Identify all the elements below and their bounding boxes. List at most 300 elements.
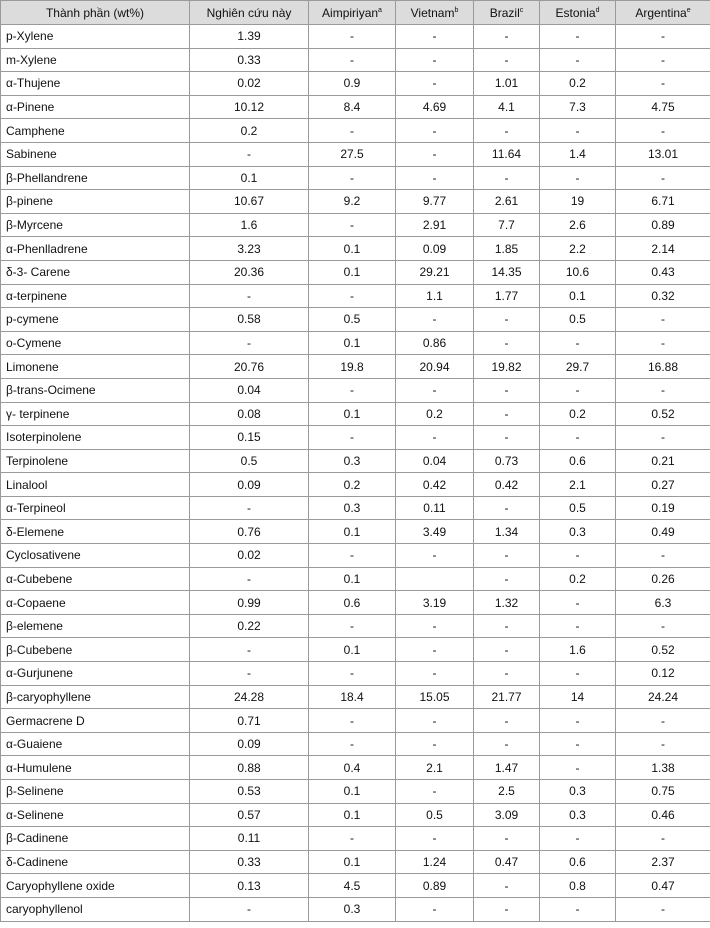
vietnam-value-cell: 1.1 xyxy=(396,284,474,308)
component-name-cell: p-Xylene xyxy=(1,25,190,49)
vietnam-value-cell: 3.19 xyxy=(396,591,474,615)
this-study-value-cell: 0.71 xyxy=(190,709,309,733)
brazil-value-cell: - xyxy=(474,402,540,426)
this-study-value-cell: 0.58 xyxy=(190,308,309,332)
component-name-cell: Camphene xyxy=(1,119,190,143)
table-row xyxy=(1,237,710,261)
brazil-value-cell: 0.73 xyxy=(474,449,540,473)
table-row xyxy=(1,190,710,214)
table-row xyxy=(1,426,710,450)
table-row xyxy=(1,874,710,898)
this-study-value-cell: 0.02 xyxy=(190,544,309,568)
this-study-value-cell: 0.02 xyxy=(190,72,309,96)
brazil-value-cell: 1.01 xyxy=(474,72,540,96)
table-row xyxy=(1,897,710,921)
table-row xyxy=(1,544,710,568)
estonia-value-cell: - xyxy=(540,591,616,615)
this-study-value-cell: 0.15 xyxy=(190,426,309,450)
this-study-value-cell: 0.5 xyxy=(190,449,309,473)
this-study-value-cell: 0.09 xyxy=(190,473,309,497)
component-name-cell: β-Phellandrene xyxy=(1,166,190,190)
brazil-value-cell: 1.85 xyxy=(474,237,540,261)
estonia-value-cell: 0.6 xyxy=(540,850,616,874)
table-row xyxy=(1,142,710,166)
table-row xyxy=(1,756,710,780)
estonia-value-cell: 2.6 xyxy=(540,213,616,237)
estonia-value-cell: 0.6 xyxy=(540,449,616,473)
table-row xyxy=(1,331,710,355)
argentina-value-cell: 13.01 xyxy=(616,142,710,166)
this-study-value-cell: 0.33 xyxy=(190,850,309,874)
component-name-cell: α-Pinene xyxy=(1,95,190,119)
component-name-cell: m-Xylene xyxy=(1,48,190,72)
brazil-value-cell: - xyxy=(474,308,540,332)
component-name-cell: β-elemene xyxy=(1,614,190,638)
aimpiriyan-value-cell: 9.2 xyxy=(309,190,396,214)
table-row xyxy=(1,567,710,591)
this-study-value-cell: - xyxy=(190,331,309,355)
brazil-value-cell: - xyxy=(474,638,540,662)
component-name-cell: β-trans-Ocimene xyxy=(1,378,190,402)
brazil-value-cell: 1.32 xyxy=(474,591,540,615)
argentina-value-cell: 0.12 xyxy=(616,662,710,686)
aimpiriyan-value-cell: 0.1 xyxy=(309,520,396,544)
table-body xyxy=(1,25,710,922)
estonia-value-cell: - xyxy=(540,827,616,851)
table-row xyxy=(1,662,710,686)
component-name-cell: o-Cymene xyxy=(1,331,190,355)
vietnam-value-cell: - xyxy=(396,308,474,332)
argentina-value-cell: 0.26 xyxy=(616,567,710,591)
this-study-value-cell: 0.13 xyxy=(190,874,309,898)
component-name-cell: β-Selinene xyxy=(1,780,190,804)
component-name-cell: α-Guaiene xyxy=(1,732,190,756)
component-name-cell: δ-3- Carene xyxy=(1,260,190,284)
argentina-value-cell: - xyxy=(616,72,710,96)
argentina-value-cell: - xyxy=(616,897,710,921)
brazil-value-cell: 1.77 xyxy=(474,284,540,308)
component-name-cell: Germacrene D xyxy=(1,709,190,733)
estonia-value-cell: 7.3 xyxy=(540,95,616,119)
vietnam-value-cell: 1.24 xyxy=(396,850,474,874)
header-this-study: Nghiên cứu này xyxy=(190,1,309,25)
this-study-value-cell: 0.08 xyxy=(190,402,309,426)
vietnam-value-cell: 4.69 xyxy=(396,95,474,119)
estonia-value-cell: 2.2 xyxy=(540,237,616,261)
argentina-value-cell: 0.43 xyxy=(616,260,710,284)
vietnam-value-cell: - xyxy=(396,662,474,686)
argentina-value-cell: 0.21 xyxy=(616,449,710,473)
vietnam-value-cell: 0.89 xyxy=(396,874,474,898)
this-study-value-cell: - xyxy=(190,897,309,921)
brazil-value-cell: 2.5 xyxy=(474,780,540,804)
argentina-value-cell: - xyxy=(616,25,710,49)
argentina-value-cell: 6.71 xyxy=(616,190,710,214)
brazil-value-cell: - xyxy=(474,662,540,686)
estonia-value-cell: 29.7 xyxy=(540,355,616,379)
vietnam-value-cell: - xyxy=(396,119,474,143)
argentina-value-cell: 0.52 xyxy=(616,402,710,426)
brazil-value-cell: - xyxy=(474,544,540,568)
estonia-value-cell: 0.8 xyxy=(540,874,616,898)
component-name-cell: Linalool xyxy=(1,473,190,497)
brazil-value-cell: - xyxy=(474,614,540,638)
table-row xyxy=(1,119,710,143)
aimpiriyan-value-cell: 19.8 xyxy=(309,355,396,379)
brazil-value-cell: 0.47 xyxy=(474,850,540,874)
vietnam-value-cell: - xyxy=(396,25,474,49)
this-study-value-cell: 0.04 xyxy=(190,378,309,402)
brazil-value-cell: - xyxy=(474,874,540,898)
brazil-value-cell: 4.1 xyxy=(474,95,540,119)
this-study-value-cell: 0.33 xyxy=(190,48,309,72)
this-study-value-cell: - xyxy=(190,284,309,308)
aimpiriyan-value-cell: - xyxy=(309,544,396,568)
aimpiriyan-value-cell: - xyxy=(309,426,396,450)
table-row xyxy=(1,48,710,72)
component-name-cell: β-pinene xyxy=(1,190,190,214)
brazil-value-cell: 1.34 xyxy=(474,520,540,544)
aimpiriyan-value-cell: - xyxy=(309,213,396,237)
aimpiriyan-value-cell: - xyxy=(309,166,396,190)
aimpiriyan-value-cell: 8.4 xyxy=(309,95,396,119)
table-row xyxy=(1,496,710,520)
vietnam-value-cell: - xyxy=(396,142,474,166)
this-study-value-cell: 0.76 xyxy=(190,520,309,544)
aimpiriyan-value-cell: 4.5 xyxy=(309,874,396,898)
argentina-value-cell: 2.14 xyxy=(616,237,710,261)
argentina-value-cell: - xyxy=(616,732,710,756)
vietnam-value-cell: 2.91 xyxy=(396,213,474,237)
brazil-value-cell: 21.77 xyxy=(474,685,540,709)
component-name-cell: β-Myrcene xyxy=(1,213,190,237)
component-name-cell: α-Selinene xyxy=(1,803,190,827)
aimpiriyan-value-cell: 0.3 xyxy=(309,496,396,520)
table-row xyxy=(1,638,710,662)
vietnam-value-cell: 9.77 xyxy=(396,190,474,214)
this-study-value-cell: 10.12 xyxy=(190,95,309,119)
table-row xyxy=(1,95,710,119)
table-row xyxy=(1,732,710,756)
estonia-value-cell: - xyxy=(540,426,616,450)
header-component: Thành phần (wt%) xyxy=(1,1,190,25)
vietnam-value-cell xyxy=(396,567,474,591)
vietnam-value-cell: 0.2 xyxy=(396,402,474,426)
aimpiriyan-value-cell: 18.4 xyxy=(309,685,396,709)
estonia-value-cell: - xyxy=(540,378,616,402)
table-row xyxy=(1,850,710,874)
argentina-value-cell: 0.47 xyxy=(616,874,710,898)
component-name-cell: α-terpinene xyxy=(1,284,190,308)
estonia-value-cell: - xyxy=(540,662,616,686)
estonia-value-cell: - xyxy=(540,119,616,143)
this-study-value-cell: 20.36 xyxy=(190,260,309,284)
aimpiriyan-value-cell: - xyxy=(309,614,396,638)
estonia-value-cell: 0.5 xyxy=(540,308,616,332)
estonia-value-cell: 0.3 xyxy=(540,520,616,544)
table-row xyxy=(1,213,710,237)
table-header-row xyxy=(1,1,710,25)
this-study-value-cell: 1.6 xyxy=(190,213,309,237)
this-study-value-cell: 0.11 xyxy=(190,827,309,851)
argentina-value-cell: - xyxy=(616,709,710,733)
this-study-value-cell: 20.76 xyxy=(190,355,309,379)
this-study-value-cell: - xyxy=(190,662,309,686)
vietnam-value-cell: - xyxy=(396,426,474,450)
this-study-value-cell: 3.23 xyxy=(190,237,309,261)
component-name-cell: α-Gurjunene xyxy=(1,662,190,686)
this-study-value-cell: 0.09 xyxy=(190,732,309,756)
aimpiriyan-value-cell: 0.3 xyxy=(309,449,396,473)
argentina-value-cell: - xyxy=(616,827,710,851)
estonia-value-cell: - xyxy=(540,48,616,72)
brazil-value-cell: - xyxy=(474,496,540,520)
aimpiriyan-value-cell: - xyxy=(309,25,396,49)
vietnam-value-cell: 20.94 xyxy=(396,355,474,379)
argentina-value-cell: - xyxy=(616,308,710,332)
vietnam-value-cell: - xyxy=(396,638,474,662)
aimpiriyan-value-cell: 0.4 xyxy=(309,756,396,780)
estonia-value-cell: 0.1 xyxy=(540,284,616,308)
aimpiriyan-value-cell: 0.1 xyxy=(309,780,396,804)
aimpiriyan-value-cell: - xyxy=(309,827,396,851)
vietnam-value-cell: 0.04 xyxy=(396,449,474,473)
this-study-value-cell: 24.28 xyxy=(190,685,309,709)
brazil-value-cell: - xyxy=(474,48,540,72)
brazil-value-cell: - xyxy=(474,827,540,851)
argentina-value-cell: 24.24 xyxy=(616,685,710,709)
component-name-cell: Cyclosativene xyxy=(1,544,190,568)
brazil-value-cell: 1.47 xyxy=(474,756,540,780)
header-argentina: Argentina$^e$ xyxy=(616,1,710,25)
brazil-value-cell: - xyxy=(474,25,540,49)
table-row xyxy=(1,284,710,308)
vietnam-value-cell: - xyxy=(396,780,474,804)
brazil-value-cell: - xyxy=(474,378,540,402)
vietnam-value-cell: - xyxy=(396,732,474,756)
header-estonia: Estonia$^d$ xyxy=(540,1,616,25)
estonia-value-cell: - xyxy=(540,614,616,638)
table-row xyxy=(1,378,710,402)
aimpiriyan-value-cell: 0.3 xyxy=(309,897,396,921)
component-name-cell: γ- terpinene xyxy=(1,402,190,426)
estonia-value-cell: 0.3 xyxy=(540,780,616,804)
brazil-value-cell: 19.82 xyxy=(474,355,540,379)
this-study-value-cell: 0.99 xyxy=(190,591,309,615)
estonia-value-cell: - xyxy=(540,544,616,568)
aimpiriyan-value-cell: 0.1 xyxy=(309,331,396,355)
argentina-value-cell: - xyxy=(616,48,710,72)
header-vietnam: Vietnam$^b$ xyxy=(396,1,474,25)
brazil-value-cell: - xyxy=(474,166,540,190)
argentina-value-cell: 0.89 xyxy=(616,213,710,237)
estonia-value-cell: 14 xyxy=(540,685,616,709)
table-row xyxy=(1,591,710,615)
table-row xyxy=(1,614,710,638)
aimpiriyan-value-cell: 0.1 xyxy=(309,638,396,662)
aimpiriyan-value-cell: - xyxy=(309,284,396,308)
estonia-value-cell: - xyxy=(540,756,616,780)
argentina-value-cell: - xyxy=(616,119,710,143)
table-row xyxy=(1,449,710,473)
argentina-value-cell: 0.32 xyxy=(616,284,710,308)
estonia-value-cell: - xyxy=(540,732,616,756)
vietnam-value-cell: 15.05 xyxy=(396,685,474,709)
brazil-value-cell: 14.35 xyxy=(474,260,540,284)
vietnam-value-cell: - xyxy=(396,897,474,921)
brazil-value-cell: - xyxy=(474,426,540,450)
argentina-value-cell: - xyxy=(616,331,710,355)
component-name-cell: p-cymene xyxy=(1,308,190,332)
component-name-cell: α-Thujene xyxy=(1,72,190,96)
aimpiriyan-value-cell: - xyxy=(309,119,396,143)
this-study-value-cell: 0.22 xyxy=(190,614,309,638)
vietnam-value-cell: 3.49 xyxy=(396,520,474,544)
vietnam-value-cell: 2.1 xyxy=(396,756,474,780)
brazil-value-cell: 0.42 xyxy=(474,473,540,497)
vietnam-value-cell: - xyxy=(396,48,474,72)
table-row xyxy=(1,402,710,426)
component-name-cell: β-Cadinene xyxy=(1,827,190,851)
aimpiriyan-value-cell: 0.1 xyxy=(309,237,396,261)
estonia-value-cell: 0.2 xyxy=(540,567,616,591)
vietnam-value-cell: 0.5 xyxy=(396,803,474,827)
component-name-cell: α-Terpineol xyxy=(1,496,190,520)
vietnam-value-cell: - xyxy=(396,544,474,568)
this-study-value-cell: - xyxy=(190,496,309,520)
vietnam-value-cell: - xyxy=(396,72,474,96)
aimpiriyan-value-cell: 0.1 xyxy=(309,260,396,284)
aimpiriyan-value-cell: - xyxy=(309,709,396,733)
argentina-value-cell: 0.19 xyxy=(616,496,710,520)
this-study-value-cell: 0.57 xyxy=(190,803,309,827)
estonia-value-cell: - xyxy=(540,897,616,921)
brazil-value-cell: - xyxy=(474,331,540,355)
estonia-value-cell: 0.2 xyxy=(540,72,616,96)
aimpiriyan-value-cell: - xyxy=(309,732,396,756)
table-row xyxy=(1,355,710,379)
this-study-value-cell: - xyxy=(190,567,309,591)
argentina-value-cell: 0.49 xyxy=(616,520,710,544)
estonia-value-cell: 0.5 xyxy=(540,496,616,520)
component-name-cell: β-caryophyllene xyxy=(1,685,190,709)
aimpiriyan-value-cell: - xyxy=(309,378,396,402)
this-study-value-cell: 10.67 xyxy=(190,190,309,214)
vietnam-value-cell: - xyxy=(396,166,474,190)
estonia-value-cell: 0.2 xyxy=(540,402,616,426)
vietnam-value-cell: - xyxy=(396,378,474,402)
argentina-value-cell: 2.37 xyxy=(616,850,710,874)
table-row xyxy=(1,25,710,49)
argentina-value-cell: 6.3 xyxy=(616,591,710,615)
table-row xyxy=(1,827,710,851)
aimpiriyan-value-cell: 0.1 xyxy=(309,402,396,426)
this-study-value-cell: - xyxy=(190,638,309,662)
aimpiriyan-value-cell: 0.6 xyxy=(309,591,396,615)
estonia-value-cell: - xyxy=(540,25,616,49)
component-name-cell: Sabinene xyxy=(1,142,190,166)
argentina-value-cell: 4.75 xyxy=(616,95,710,119)
aimpiriyan-value-cell: - xyxy=(309,48,396,72)
estonia-value-cell: 1.6 xyxy=(540,638,616,662)
argentina-value-cell: - xyxy=(616,614,710,638)
this-study-value-cell: 0.1 xyxy=(190,166,309,190)
brazil-value-cell: - xyxy=(474,897,540,921)
table-row xyxy=(1,780,710,804)
estonia-value-cell: 1.4 xyxy=(540,142,616,166)
this-study-value-cell: 1.39 xyxy=(190,25,309,49)
estonia-value-cell: 2.1 xyxy=(540,473,616,497)
table-row xyxy=(1,72,710,96)
brazil-value-cell: - xyxy=(474,709,540,733)
component-name-cell: β-Cubebene xyxy=(1,638,190,662)
estonia-value-cell: - xyxy=(540,709,616,733)
aimpiriyan-value-cell: 27.5 xyxy=(309,142,396,166)
argentina-value-cell: 1.38 xyxy=(616,756,710,780)
brazil-value-cell: 7.7 xyxy=(474,213,540,237)
argentina-value-cell: 0.46 xyxy=(616,803,710,827)
vietnam-value-cell: - xyxy=(396,614,474,638)
component-name-cell: δ-Cadinene xyxy=(1,850,190,874)
aimpiriyan-value-cell: 0.2 xyxy=(309,473,396,497)
vietnam-value-cell: 0.09 xyxy=(396,237,474,261)
argentina-value-cell: 0.75 xyxy=(616,780,710,804)
component-name-cell: α-Humulene xyxy=(1,756,190,780)
header-brazil: Brazil$^c$ xyxy=(474,1,540,25)
aimpiriyan-value-cell: - xyxy=(309,662,396,686)
component-name-cell: α-Cubebene xyxy=(1,567,190,591)
aimpiriyan-value-cell: 0.1 xyxy=(309,850,396,874)
vietnam-value-cell: - xyxy=(396,827,474,851)
aimpiriyan-value-cell: 0.1 xyxy=(309,567,396,591)
table-row xyxy=(1,520,710,544)
table-row xyxy=(1,685,710,709)
argentina-value-cell: - xyxy=(616,544,710,568)
component-name-cell: α-Copaene xyxy=(1,591,190,615)
estonia-value-cell: - xyxy=(540,331,616,355)
aimpiriyan-value-cell: 0.5 xyxy=(309,308,396,332)
estonia-value-cell: 0.3 xyxy=(540,803,616,827)
this-study-value-cell: 0.2 xyxy=(190,119,309,143)
table-row xyxy=(1,260,710,284)
vietnam-value-cell: - xyxy=(396,709,474,733)
estonia-value-cell: 10.6 xyxy=(540,260,616,284)
brazil-value-cell: - xyxy=(474,119,540,143)
component-name-cell: Caryophyllene oxide xyxy=(1,874,190,898)
vietnam-value-cell: 0.86 xyxy=(396,331,474,355)
brazil-value-cell: - xyxy=(474,732,540,756)
this-study-value-cell: 0.88 xyxy=(190,756,309,780)
brazil-value-cell: 3.09 xyxy=(474,803,540,827)
aimpiriyan-value-cell: 0.9 xyxy=(309,72,396,96)
estonia-value-cell: - xyxy=(540,166,616,190)
table-row xyxy=(1,709,710,733)
component-name-cell: δ-Elemene xyxy=(1,520,190,544)
this-study-value-cell: 0.53 xyxy=(190,780,309,804)
argentina-value-cell: 16.88 xyxy=(616,355,710,379)
this-study-value-cell: - xyxy=(190,142,309,166)
brazil-value-cell: - xyxy=(474,567,540,591)
component-name-cell: Limonene xyxy=(1,355,190,379)
component-name-cell: caryophyllenol xyxy=(1,897,190,921)
component-name-cell: α-Phenlladrene xyxy=(1,237,190,261)
table-row xyxy=(1,166,710,190)
vietnam-value-cell: 0.42 xyxy=(396,473,474,497)
argentina-value-cell: - xyxy=(616,378,710,402)
table-row xyxy=(1,308,710,332)
brazil-value-cell: 11.64 xyxy=(474,142,540,166)
argentina-value-cell: 0.27 xyxy=(616,473,710,497)
